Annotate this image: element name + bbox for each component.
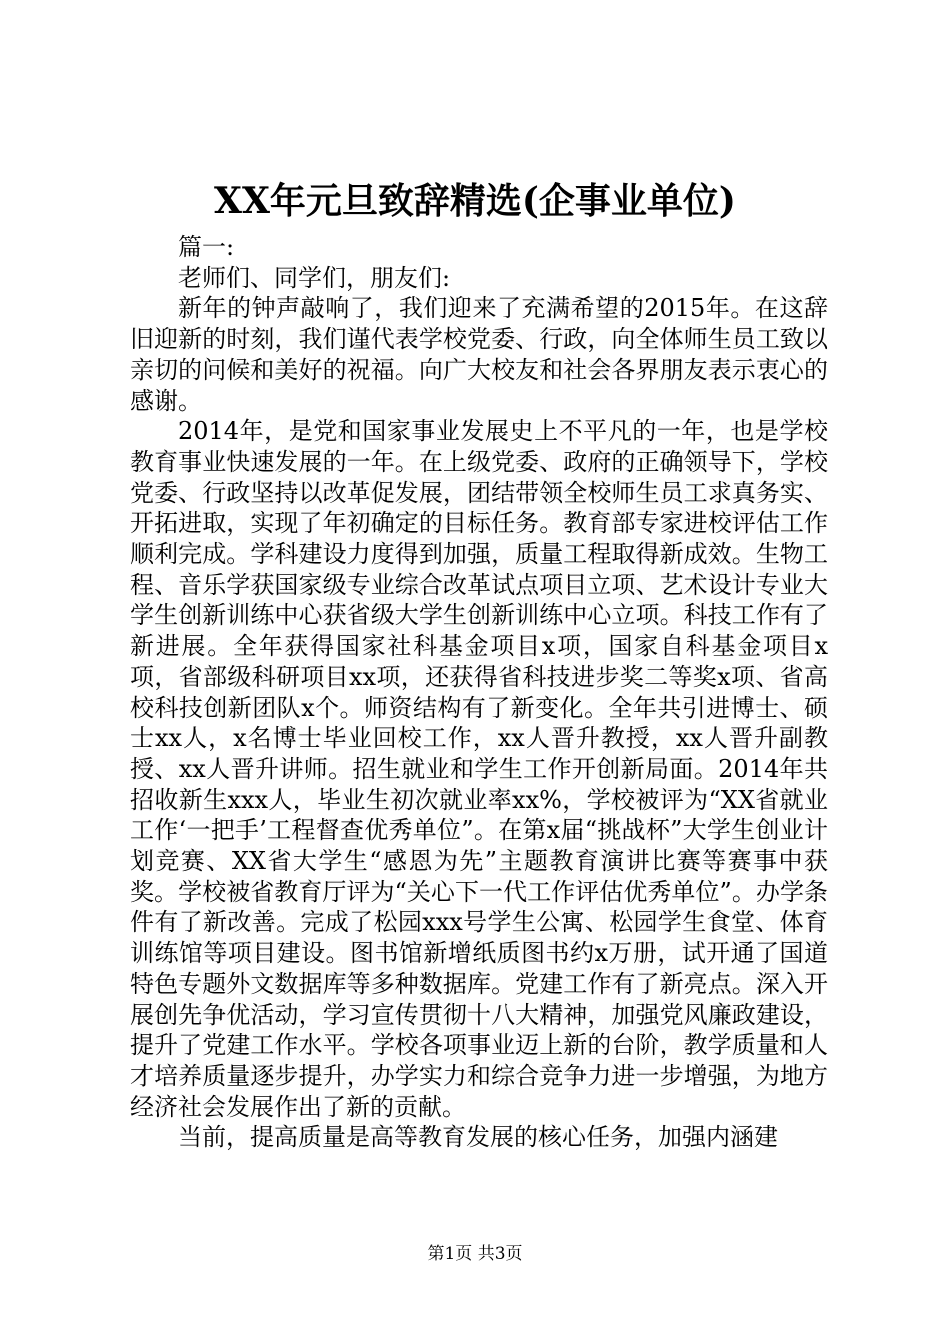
page-footer: 第1页 共3页 — [427, 1244, 523, 1264]
paragraph-section-label: 篇一: — [178, 233, 235, 261]
paragraph-new-year-greeting: 新年的钟声敲响了，我们迎来了充满希望的2015年。在这辞旧迎新的时刻，我们谨代表学校党委、行政，向全体师生员工致以亲切的问候和美好的祝福。向广大校友和社会各界朋友表示衷心的感谢。 — [130, 294, 828, 415]
document-title: XX年元旦致辞精选(企事业单位) — [214, 180, 736, 222]
paragraph-2014-review: 2014年，是党和国家事业发展史上不平凡的一年，也是学校教育事业快速发展的一年。在上级党委、政府的正确领导下，学校党委、行政坚持以改革促发展，团结带领全校师生员工求真务实、开拓进取，实现了年初确定的目标任务。教育部专家进校评估工作顺利完成。学科建设力度得到加强，质量工程取得新成效。生物工程、音乐学获国家级专业综合改革试点项目立项、艺术设计专业大学生创新训练中心获省级大学生创新训练中心立项。科技工作有了新进展。全年获得国家社科基金项目x项，国家自科基金项目x项，省部级科研项目xx项，还获得省科技进步奖二等奖x项、省高校科技创新团队x个。师资结构有了新变化。全年共引进博士、硕士xx人，x名博士毕业回校工作，xx人晋升教授，xx人晋升副教授、xx人晋升讲师。招生就业和学生工作开创新局面。2014年共招收新生xxx人，毕业生初次就业率xx%，学校被评为“XX省就业工作‘一把手’工程督查优秀单位”。在第x届“挑战杯”大学生创业计划竞赛、XX省大学生“感恩为先”主题教育演讲比赛等赛事中获奖。学校被省教育厅评为“关心下一代工作评估优秀单位”。办学条件有了新改善。完成了松园xxx号学生公寓、松园学生食堂、体育训练馆等项目建设。图书馆新增纸质图书约x万册，试开通了国道特色专题外文数据库等多种数据库。党建工作有了新亮点。深入开展创先争优活动，学习宣传贯彻十八大精神，加强党风廉政建设，提升了党建工作水平。学校各项事业迈上新的台阶，教学质量和人才培养质量逐步提升，办学实力和综合竞争力进一步增强，为地方经济社会发展作出了新的贡献。 — [130, 417, 828, 1121]
document-body — [130, 232, 828, 1153]
paragraph-salutation: 老师们、同学们，朋友们: — [178, 263, 451, 292]
paragraph-current-task: 当前，提高质量是高等教育发展的核心任务，加强内涵建 — [178, 1123, 778, 1152]
